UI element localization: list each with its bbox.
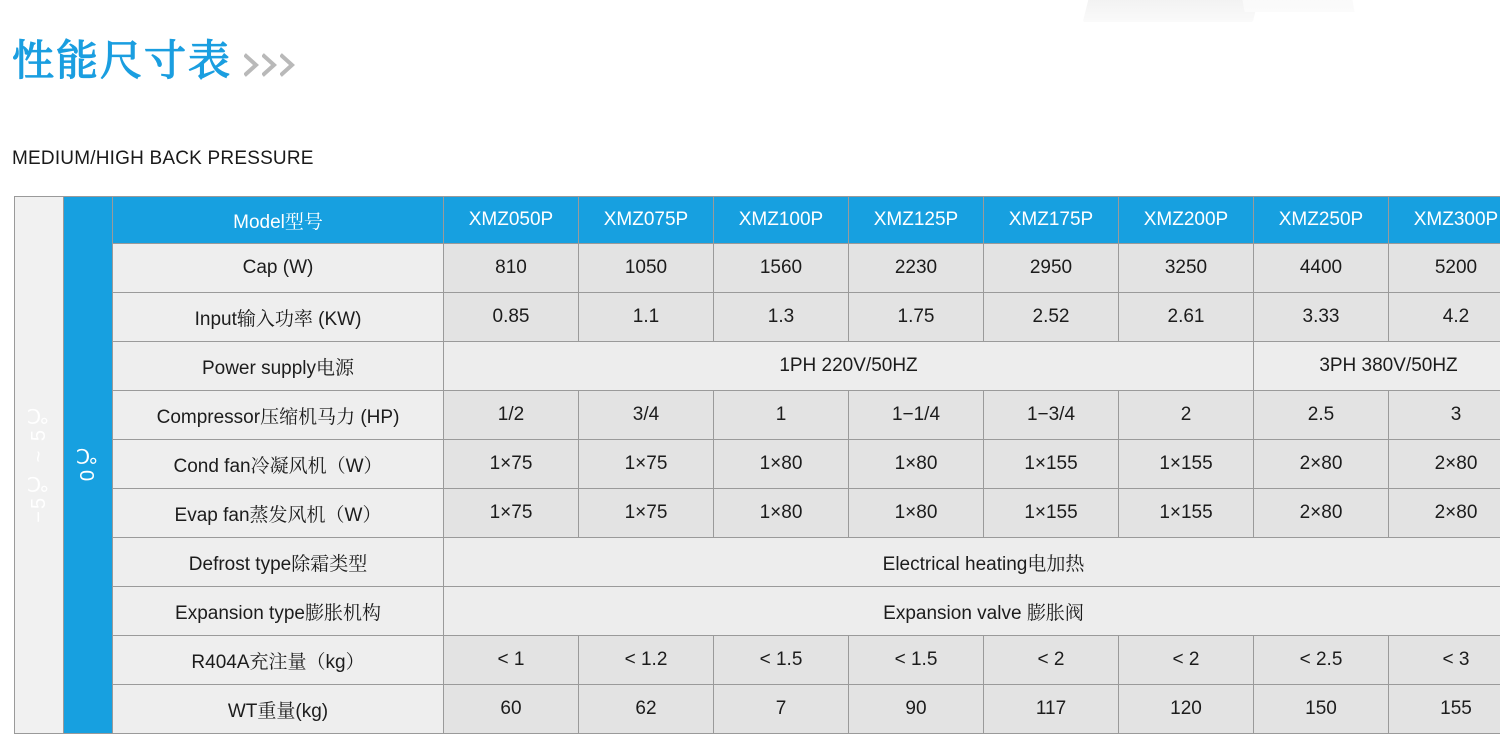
section-subtitle: MEDIUM/HIGH BACK PRESSURE (12, 148, 314, 169)
cell-r2-c6: 2.61 (1119, 293, 1254, 342)
model-header-3: XMZ100P (714, 197, 849, 244)
cell-r8-full: Expansion valve 膨胀阀 (444, 587, 1500, 636)
cell-r10-c8: 155 (1389, 685, 1500, 734)
row-label-7: Defrost type除霜类型 (113, 538, 444, 587)
spec-table (14, 196, 1500, 734)
temperature-value-right (64, 197, 113, 734)
temperature-value-right-text: 0℃ (77, 442, 99, 482)
row-label-4: Compressor压缩机马力 (HP) (113, 391, 444, 440)
table-row (15, 440, 1500, 489)
cell-r3-span2: 3PH 380V/50HZ (1254, 342, 1500, 391)
cell-r5-c6: 1×155 (1119, 440, 1254, 489)
row-label-10: WT重量(kg) (113, 685, 444, 734)
cell-r9-c7: < 2.5 (1254, 636, 1389, 685)
cell-r4-c5: 1−3/4 (984, 391, 1119, 440)
cell-r4-c2: 3/4 (579, 391, 714, 440)
model-header-label: Model型号 (113, 197, 444, 244)
cell-r9-c3: < 1.5 (714, 636, 849, 685)
cell-r2-c7: 3.33 (1254, 293, 1389, 342)
cell-r6-c3: 1×80 (714, 489, 849, 538)
cell-r6-c8: 2×80 (1389, 489, 1500, 538)
cell-r9-c1: < 1 (444, 636, 579, 685)
cell-r9-c6: < 2 (1119, 636, 1254, 685)
cell-r2-c4: 1.75 (849, 293, 984, 342)
cell-r9-c2: < 1.2 (579, 636, 714, 685)
model-header-2: XMZ075P (579, 197, 714, 244)
model-header-5: XMZ175P (984, 197, 1119, 244)
cell-r5-c5: 1×155 (984, 440, 1119, 489)
row-label-1: Cap (W) (113, 244, 444, 293)
cell-r6-c1: 1×75 (444, 489, 579, 538)
cell-r5-c8: 2×80 (1389, 440, 1500, 489)
cell-r2-c8: 4.2 (1389, 293, 1500, 342)
cell-r5-c7: 2×80 (1254, 440, 1389, 489)
cell-r5-c2: 1×75 (579, 440, 714, 489)
cell-r10-c2: 62 (579, 685, 714, 734)
cell-r1-c2: 1050 (579, 244, 714, 293)
cell-r3-span1: 1PH 220V/50HZ (444, 342, 1254, 391)
model-header-1: XMZ050P (444, 197, 579, 244)
model-header-8: XMZ300P (1389, 197, 1500, 244)
row-label-9: R404A充注量（kg） (113, 636, 444, 685)
cell-r1-c8: 5200 (1389, 244, 1500, 293)
cell-r6-c2: 1×75 (579, 489, 714, 538)
cell-r6-c6: 1×155 (1119, 489, 1254, 538)
cell-r10-c3: 7 (714, 685, 849, 734)
table-row (15, 538, 1500, 587)
page-title: 性能尺寸表 (12, 36, 233, 85)
cell-r2-c1: 0.85 (444, 293, 579, 342)
cell-r9-c5: < 2 (984, 636, 1119, 685)
row-label-2: Input输入功率 (KW) (113, 293, 444, 342)
cell-r10-c4: 90 (849, 685, 984, 734)
cell-r10-c1: 60 (444, 685, 579, 734)
table-row (15, 685, 1500, 734)
cell-r10-c5: 117 (984, 685, 1119, 734)
row-label-8: Expansion type膨胀机构 (113, 587, 444, 636)
cell-r5-c1: 1×75 (444, 440, 579, 489)
cell-r5-c4: 1×80 (849, 440, 984, 489)
cell-r6-c5: 1×155 (984, 489, 1119, 538)
table-row (15, 587, 1500, 636)
cell-r6-c4: 1×80 (849, 489, 984, 538)
spec-table-body (15, 197, 1500, 734)
cell-r2-c5: 2.52 (984, 293, 1119, 342)
cell-r4-c6: 2 (1119, 391, 1254, 440)
cell-r4-c4: 1−1/4 (849, 391, 984, 440)
cell-r6-c7: 2×80 (1254, 489, 1389, 538)
cell-r1-c4: 2230 (849, 244, 984, 293)
table-row (15, 391, 1500, 440)
cell-r7-full: Electrical heating电加热 (444, 538, 1500, 587)
cell-r1-c6: 3250 (1119, 244, 1254, 293)
cell-r4-c3: 1 (714, 391, 849, 440)
table-row (15, 293, 1500, 342)
cell-r9-c4: < 1.5 (849, 636, 984, 685)
table-row (15, 636, 1500, 685)
cell-r10-c6: 120 (1119, 685, 1254, 734)
page-title-row (12, 36, 296, 85)
cell-r1-c7: 4400 (1254, 244, 1389, 293)
cell-r4-c7: 2.5 (1254, 391, 1389, 440)
cell-r2-c3: 1.3 (714, 293, 849, 342)
table-row (15, 489, 1500, 538)
cell-r9-c8: < 3 (1389, 636, 1500, 685)
model-header-6: XMZ200P (1119, 197, 1254, 244)
cell-r5-c3: 1×80 (714, 440, 849, 489)
row-label-3: Power supply电源 (113, 342, 444, 391)
temperature-range-left (15, 197, 64, 734)
table-header-row (15, 197, 1500, 244)
cell-r1-c5: 2950 (984, 244, 1119, 293)
model-header-4: XMZ125P (849, 197, 984, 244)
temperature-range-left-text: −5℃ ~ 5℃ (28, 401, 50, 523)
cell-r4-c8: 3 (1389, 391, 1500, 440)
double-chevron-right-icon (244, 52, 296, 78)
row-label-6: Evap fan蒸发风机（W） (113, 489, 444, 538)
model-header-7: XMZ250P (1254, 197, 1389, 244)
cell-r2-c2: 1.1 (579, 293, 714, 342)
decorative-shape-primary (1083, 0, 1267, 22)
decorative-shape-secondary (1235, 0, 1354, 12)
cell-r10-c7: 150 (1254, 685, 1389, 734)
table-row (15, 244, 1500, 293)
cell-r1-c1: 810 (444, 244, 579, 293)
cell-r1-c3: 1560 (714, 244, 849, 293)
spec-table-container (14, 196, 1500, 734)
cell-r4-c1: 1/2 (444, 391, 579, 440)
table-row (15, 342, 1500, 391)
row-label-5: Cond fan冷凝风机（W） (113, 440, 444, 489)
